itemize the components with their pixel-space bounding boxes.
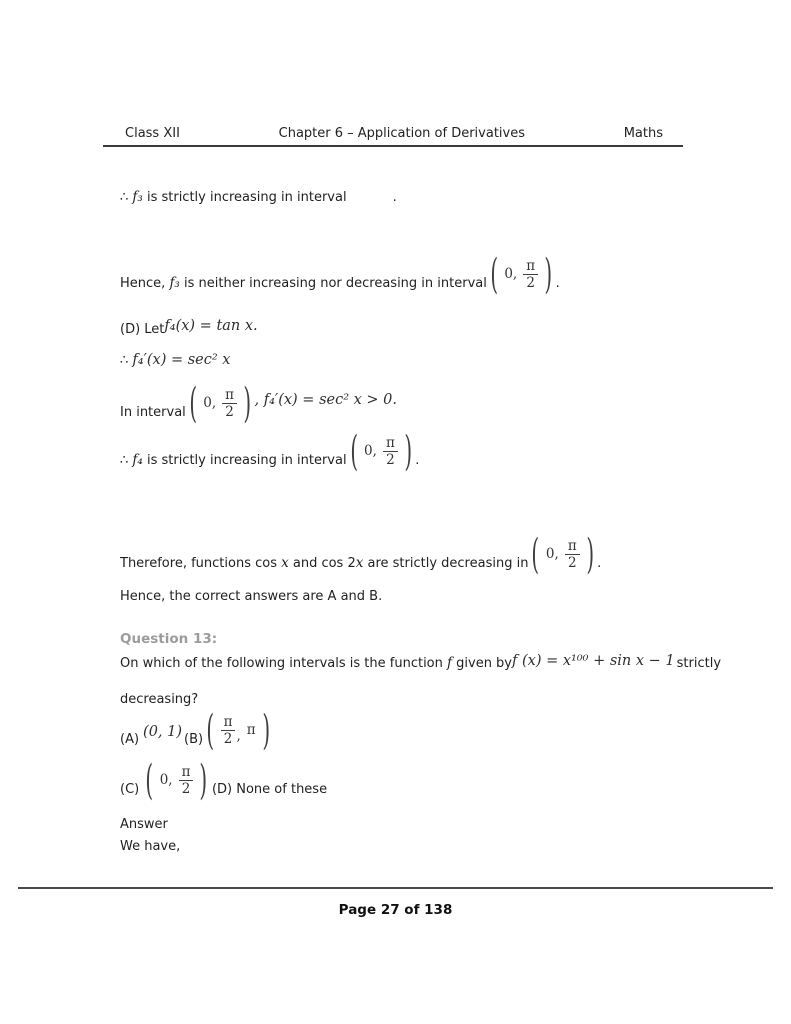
interval-0-pi-over-2	[488, 249, 555, 299]
option-c-label: (C)	[120, 781, 140, 797]
page-number: Page 27 of 138	[338, 902, 453, 918]
therefore-symbol: ∴	[120, 452, 133, 468]
header-chapter-title: Chapter 6 – Application of Derivatives	[278, 126, 525, 141]
line-f3-increasing	[120, 189, 397, 205]
option-a-label: (A)	[120, 731, 140, 747]
option-d-label: (D) Let	[120, 321, 165, 337]
fraction-denominator: 2	[526, 275, 535, 292]
interval-0-pi-over-2	[529, 529, 596, 579]
open-paren: (	[145, 755, 154, 805]
line-text	[120, 275, 487, 292]
line-decreasing: decreasing?	[120, 692, 199, 707]
question-13-heading: Question 13:	[120, 631, 218, 647]
equation-tan: f₄(x) = tan x.	[164, 318, 258, 334]
period: .	[597, 555, 602, 571]
text-fragment: Hence,	[120, 275, 170, 291]
equation-f-x100: f (x) = x¹⁰⁰ + sin x − 1	[512, 653, 675, 669]
line-text	[120, 452, 347, 469]
text-fragment: On which of the following intervals is the function	[120, 655, 447, 671]
fraction-pi-over-2	[179, 765, 194, 796]
interval-first-term: 0,	[203, 395, 217, 412]
fraction-numerator: π	[222, 388, 237, 404]
interval-0-pi-over-2	[348, 426, 415, 476]
interval-first-term: 0,	[545, 546, 559, 563]
period: .	[555, 275, 560, 291]
therefore-symbol: ∴	[120, 353, 133, 368]
interval-0-pi-over-2	[143, 755, 210, 805]
close-paren: )	[544, 249, 553, 299]
close-paren: )	[261, 705, 270, 755]
equation-sec: f₄′(x) = sec² x	[132, 352, 231, 368]
period: .	[392, 190, 397, 205]
option-d-label: (D) None of these	[211, 781, 328, 797]
option-a-interval: (0, 1)	[143, 724, 183, 741]
header-class: Class XII	[125, 126, 180, 141]
line-therefore-cos	[120, 529, 602, 579]
line-f4-increasing	[120, 426, 420, 476]
fraction-pi-over-2	[383, 436, 398, 467]
fraction-denominator: 2	[223, 731, 233, 748]
close-paren: )	[404, 426, 412, 476]
text-fragment: is strictly increasing in interval	[142, 452, 347, 468]
fraction-denominator: 2	[386, 452, 395, 469]
close-paren: )	[586, 529, 594, 579]
footer-rule	[18, 887, 773, 889]
fraction-numerator: π	[221, 715, 236, 731]
fraction-pi-over-2	[221, 715, 236, 746]
comma: ,	[236, 728, 241, 745]
open-paren: (	[206, 705, 215, 755]
open-paren: (	[349, 426, 358, 476]
x-symbol: x	[355, 554, 364, 571]
line-options-c-d	[120, 755, 328, 805]
fraction-numerator: π	[179, 765, 194, 781]
line-text	[120, 655, 512, 672]
close-paren: )	[199, 755, 208, 805]
line-text: is strictly increasing in interval	[142, 190, 347, 205]
fraction-denominator: 2	[225, 404, 234, 421]
line-question-13-body	[120, 652, 721, 672]
close-paren: )	[243, 378, 252, 428]
interval-first-term: 0,	[504, 266, 518, 283]
text-fragment: are strictly decreasing in	[363, 555, 529, 571]
open-paren: (	[189, 378, 197, 428]
fraction-pi-over-2	[565, 539, 580, 570]
fraction-numerator: π	[383, 436, 398, 452]
fraction-pi-over-2	[523, 259, 538, 290]
f3-symbol: f₃	[169, 274, 180, 291]
line-text	[120, 555, 528, 572]
interval-0-pi-over-2	[187, 378, 254, 428]
line-hence-f3	[120, 249, 560, 299]
line-in-interval	[120, 378, 398, 428]
open-paren: (	[490, 249, 498, 299]
fraction-numerator: π	[523, 259, 538, 275]
text-strictly: strictly	[676, 655, 722, 671]
fraction-numerator: π	[565, 539, 580, 555]
header-subject: Maths	[623, 126, 663, 141]
open-paren: (	[531, 529, 540, 579]
text-fragment: given by	[452, 655, 513, 671]
fraction-pi-over-2	[222, 388, 237, 419]
line-we-have: We have,	[120, 839, 181, 854]
line-text: In interval	[120, 404, 186, 420]
answer-label: Answer	[120, 817, 168, 832]
fraction-denominator: 2	[181, 781, 191, 798]
fraction-denominator: 2	[567, 555, 577, 572]
period: .	[415, 452, 420, 468]
text-fragment: is neither increasing nor decreasing in interval	[179, 275, 487, 291]
x-symbol: x	[281, 554, 289, 571]
interval-first-term: 0,	[364, 443, 377, 460]
f4-symbol: f₄	[132, 451, 143, 468]
therefore-symbol: ∴	[120, 190, 133, 205]
option-b-label: (B)	[184, 731, 204, 747]
f3-symbol: f₃	[132, 189, 143, 205]
text-fragment: Therefore, functions cos	[120, 555, 282, 571]
line-options-a-b	[120, 705, 273, 755]
interval-first-term: 0,	[159, 772, 173, 789]
page-header	[103, 126, 683, 147]
interval-second-term: π	[246, 722, 256, 739]
line-f4-derivative	[120, 352, 230, 368]
line-d-let	[120, 317, 258, 338]
f-symbol: f	[447, 654, 452, 671]
equation-sec-positive: , f₄′(x) = sec² x > 0.	[254, 392, 398, 409]
text-fragment: and cos 2	[288, 555, 356, 571]
line-hence-answers: Hence, the correct answers are A and B.	[120, 589, 383, 604]
interval-pi-over-2-pi	[204, 705, 272, 755]
